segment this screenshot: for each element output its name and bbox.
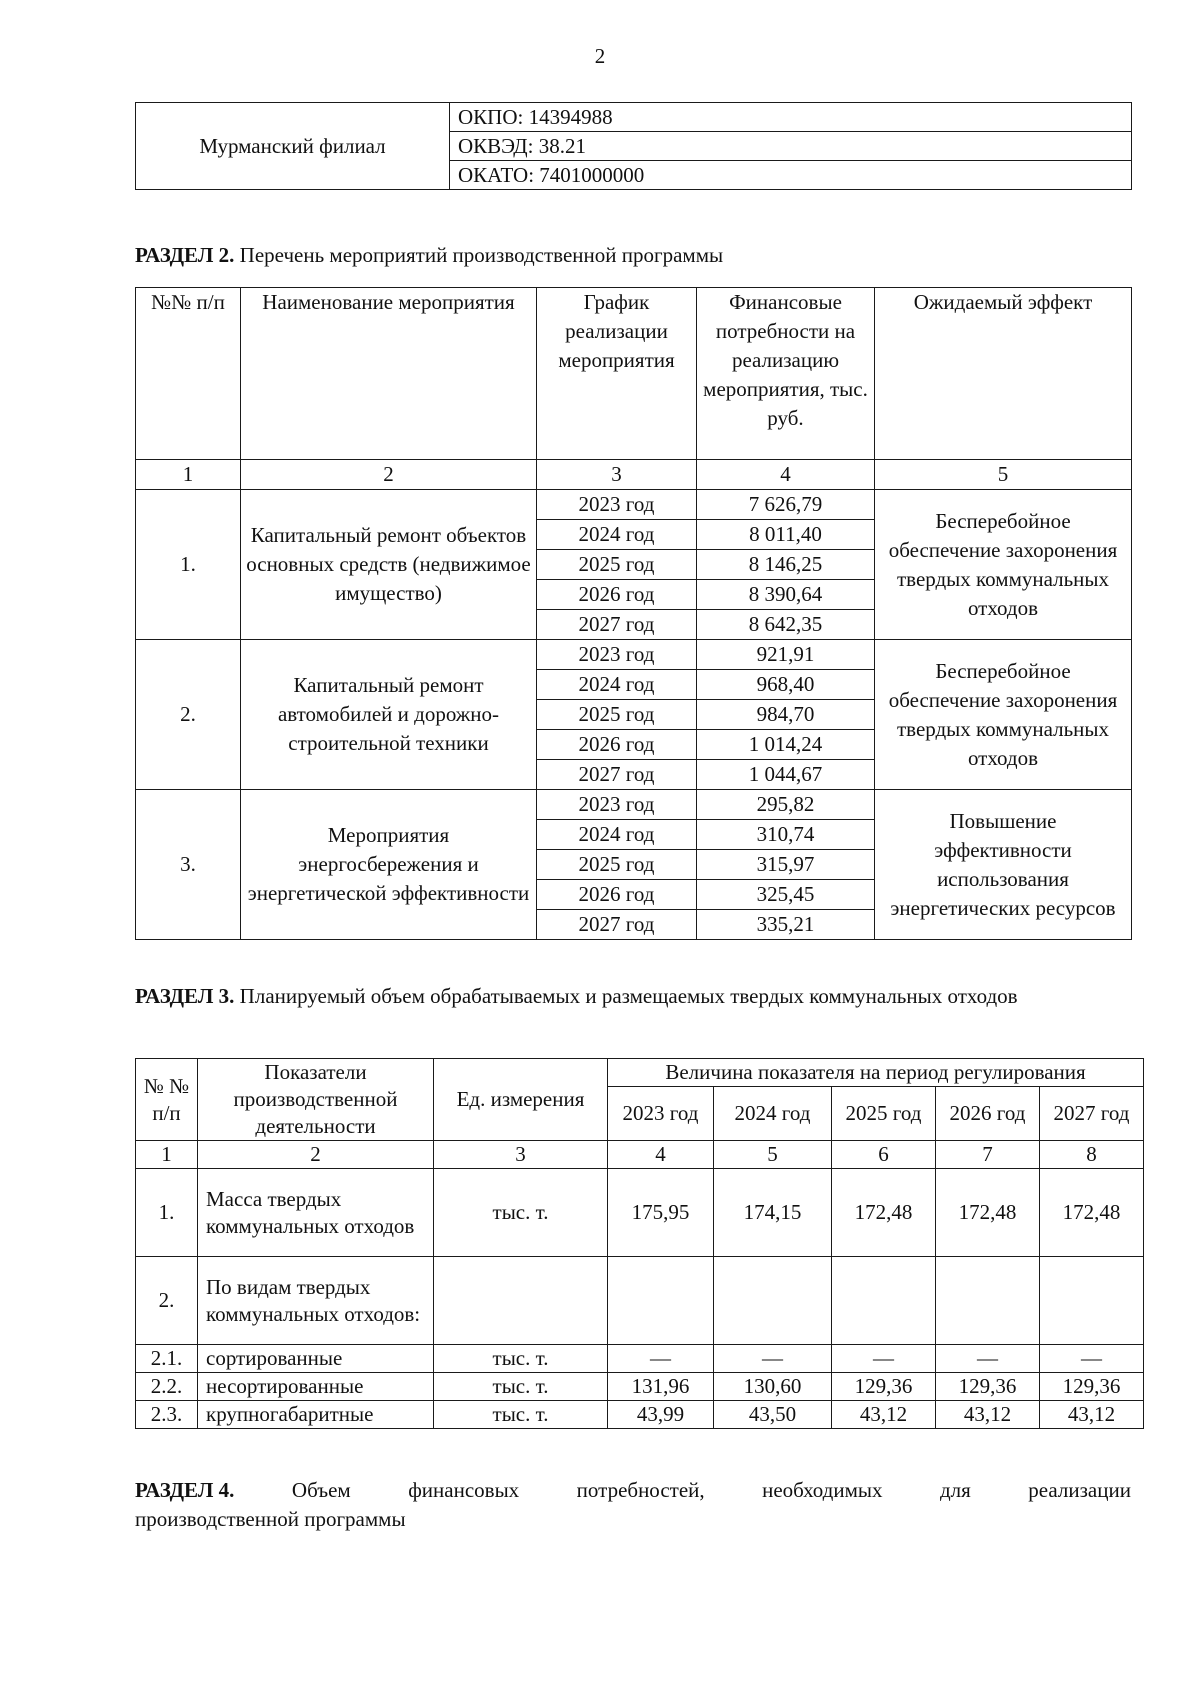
indicator-name: крупногабаритные	[198, 1401, 434, 1429]
section-4-label: РАЗДЕЛ 4.	[135, 1478, 235, 1502]
col-header-unit: Ед. измерения	[434, 1059, 608, 1141]
section-4-word: необходимых	[762, 1478, 883, 1502]
finance-cell: 8 642,35	[697, 610, 875, 640]
value-cell: 43,99	[608, 1401, 714, 1429]
value-cell: 131,96	[608, 1373, 714, 1401]
value-cell: —	[936, 1345, 1040, 1373]
year-cell: 2024 год	[537, 670, 697, 700]
value-cell	[1040, 1257, 1144, 1345]
value-cell: —	[714, 1345, 832, 1373]
year-cell: 2026 год	[537, 880, 697, 910]
waste-volume-table	[135, 1058, 1144, 1429]
measure-number: 1.	[136, 490, 241, 640]
col-number: 3	[434, 1141, 608, 1169]
value-cell: —	[832, 1345, 936, 1373]
okved-code: ОКВЭД: 38.21	[450, 132, 1132, 161]
section-4-word: финансовых	[408, 1478, 520, 1502]
section-4-word: для	[939, 1478, 971, 1502]
col-number: 2	[198, 1141, 434, 1169]
year-cell: 2025 год	[537, 700, 697, 730]
value-cell: 172,48	[936, 1169, 1040, 1257]
year-cell: 2023 год	[537, 490, 697, 520]
row-number: 1.	[136, 1169, 198, 1257]
row-number: 2.1.	[136, 1345, 198, 1373]
okpo-code: ОКПО: 14394988	[450, 103, 1132, 132]
finance-cell: 310,74	[697, 820, 875, 850]
value-cell: 43,12	[1040, 1401, 1144, 1429]
finance-cell: 7 626,79	[697, 490, 875, 520]
year-cell: 2026 год	[537, 730, 697, 760]
finance-cell: 984,70	[697, 700, 875, 730]
measure-name: Капитальный ремонт объектов основных средств (недвижимое имущество)	[241, 490, 537, 640]
value-cell: 174,15	[714, 1169, 832, 1257]
year-cell: 2025 год	[537, 550, 697, 580]
col-header-finance: Финансовые потребности на реализацию мероприятия, тыс. руб.	[697, 288, 875, 460]
finance-cell: 8 011,40	[697, 520, 875, 550]
year-cell: 2027 год	[537, 610, 697, 640]
col-number: 7	[936, 1141, 1040, 1169]
col-number: 3	[537, 460, 697, 490]
section-2-label: РАЗДЕЛ 2.	[135, 243, 235, 267]
year-cell: 2027 год	[537, 910, 697, 940]
col-header-num: №№ п/п	[136, 288, 241, 460]
finance-cell: 1 044,67	[697, 760, 875, 790]
row-number: 2.	[136, 1257, 198, 1345]
col-number: 2	[241, 460, 537, 490]
value-cell	[832, 1257, 936, 1345]
row-number: 2.3.	[136, 1401, 198, 1429]
measure-number: 2.	[136, 640, 241, 790]
value-cell	[608, 1257, 714, 1345]
value-cell	[936, 1257, 1040, 1345]
finance-cell: 921,91	[697, 640, 875, 670]
finance-cell: 295,82	[697, 790, 875, 820]
col-header-num: № № п/п	[136, 1059, 198, 1141]
finance-cell: 315,97	[697, 850, 875, 880]
value-cell: 175,95	[608, 1169, 714, 1257]
col-header-year: 2027 год	[1040, 1087, 1144, 1141]
unit-cell: тыс. т.	[434, 1373, 608, 1401]
col-header-name: Наименование мероприятия	[241, 288, 537, 460]
expected-effect: Бесперебойное обеспечение захоронения твердых коммунальных отходов	[875, 490, 1132, 640]
col-number: 1	[136, 1141, 198, 1169]
finance-cell: 325,45	[697, 880, 875, 910]
year-cell: 2024 год	[537, 520, 697, 550]
col-header-effect: Ожидаемый эффект	[875, 288, 1132, 460]
col-header-year: 2023 год	[608, 1087, 714, 1141]
section-3-label: РАЗДЕЛ 3.	[135, 984, 235, 1008]
section-2-heading: Перечень мероприятий производственной программы	[239, 243, 724, 267]
row-number: 2.2.	[136, 1373, 198, 1401]
finance-cell: 1 014,24	[697, 730, 875, 760]
organization-codes-table	[135, 102, 1132, 190]
section-4-heading-line2: производственной программы	[135, 1507, 406, 1531]
year-cell: 2027 год	[537, 760, 697, 790]
section-4-title	[135, 1476, 1131, 1534]
unit-cell: тыс. т.	[434, 1169, 608, 1257]
indicator-name: сортированные	[198, 1345, 434, 1373]
value-cell: —	[608, 1345, 714, 1373]
col-header-year: 2026 год	[936, 1087, 1040, 1141]
branch-name: Мурманский филиал	[136, 103, 450, 190]
okato-code: ОКАТО: 7401000000	[450, 161, 1132, 190]
value-cell: 129,36	[1040, 1373, 1144, 1401]
value-cell	[714, 1257, 832, 1345]
year-cell: 2025 год	[537, 850, 697, 880]
unit-cell: тыс. т.	[434, 1401, 608, 1429]
value-cell: 172,48	[1040, 1169, 1144, 1257]
col-header-year: 2025 год	[832, 1087, 936, 1141]
col-number: 5	[714, 1141, 832, 1169]
value-cell: 129,36	[936, 1373, 1040, 1401]
unit-cell: тыс. т.	[434, 1345, 608, 1373]
col-header-indicator: Показатели производственной деятельности	[198, 1059, 434, 1141]
col-number: 4	[608, 1141, 714, 1169]
finance-cell: 968,40	[697, 670, 875, 700]
value-cell: 172,48	[832, 1169, 936, 1257]
measure-name: Капитальный ремонт автомобилей и дорожно-строительной техники	[241, 640, 537, 790]
value-cell: 43,12	[936, 1401, 1040, 1429]
section-4-word: Объем	[291, 1478, 351, 1502]
indicator-name: По видам твердых коммунальных отходов:	[198, 1257, 434, 1345]
col-number: 4	[697, 460, 875, 490]
finance-cell: 8 146,25	[697, 550, 875, 580]
measure-name: Мероприятия энергосбережения и энергетической эффективности	[241, 790, 537, 940]
measures-table	[135, 287, 1132, 940]
col-header-period: Величина показателя на период регулирования	[608, 1059, 1144, 1087]
section-2-title	[135, 241, 1131, 270]
indicator-name: Масса твердых коммунальных отходов	[198, 1169, 434, 1257]
section-4-word: реализации	[1028, 1478, 1131, 1502]
value-cell: 130,60	[714, 1373, 832, 1401]
finance-cell: 335,21	[697, 910, 875, 940]
page-number: 2	[594, 44, 606, 68]
value-cell: 129,36	[832, 1373, 936, 1401]
col-number: 1	[136, 460, 241, 490]
year-cell: 2023 год	[537, 640, 697, 670]
unit-cell	[434, 1257, 608, 1345]
value-cell: 43,50	[714, 1401, 832, 1429]
expected-effect: Повышение эффективности использования энергетических ресурсов	[875, 790, 1132, 940]
col-header-year: 2024 год	[714, 1087, 832, 1141]
finance-cell: 8 390,64	[697, 580, 875, 610]
value-cell: —	[1040, 1345, 1144, 1373]
section-3-heading: Планируемый объем обрабатываемых и размещаемых твердых коммунальных отходов	[239, 984, 1018, 1008]
indicator-name: несортированные	[198, 1373, 434, 1401]
col-number: 5	[875, 460, 1132, 490]
measure-number: 3.	[136, 790, 241, 940]
year-cell: 2023 год	[537, 790, 697, 820]
year-cell: 2026 год	[537, 580, 697, 610]
col-number: 8	[1040, 1141, 1144, 1169]
expected-effect: Бесперебойное обеспечение захоронения твердых коммунальных отходов	[875, 640, 1132, 790]
year-cell: 2024 год	[537, 820, 697, 850]
section-3-title	[135, 982, 1131, 1011]
section-4-word: потребностей,	[576, 1478, 705, 1502]
col-header-schedule: График реализации мероприятия	[537, 288, 697, 460]
value-cell: 43,12	[832, 1401, 936, 1429]
col-number: 6	[832, 1141, 936, 1169]
